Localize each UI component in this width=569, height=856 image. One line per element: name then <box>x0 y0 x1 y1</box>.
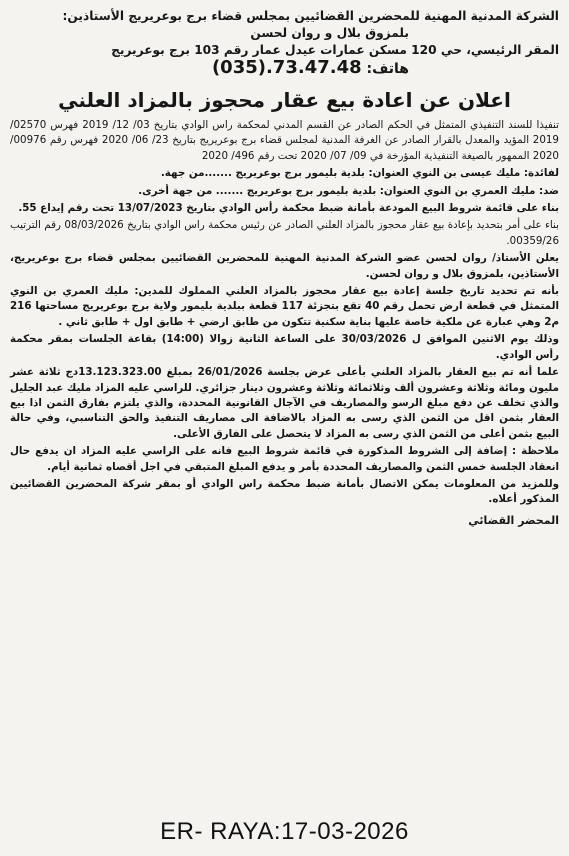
paragraph-property: بأنه تم تحديد تاريخ جلسة إعادة بيع عقار محجوز بالمزاد العلني المملوك للمدين: مليك العمري بن النوي المتمثل في قطعة ارض تحمل رقم 40 تقع بتجزئة 117 قطعة ببلدية بليمور ولاية برج بوعريريج مساحتها 216 م2 وهي عبارة عن ملكية خاصة عليها بناية سكنية تتكون من طابق ارضي + طابق اول + طابق ثاني . <box>10 285 559 328</box>
office-name-line: الشركة المدنية المهنية للمحضرين القضائيين بمجلس قضاء برج بوعريريج الأستاذين: <box>62 9 559 23</box>
paragraph-debtor: ضد: مليك العمري بن النوي العنوان: بلدية بليمور برج بوعريريج ....... من جهة أخرى. <box>138 184 559 197</box>
announcement-title: اعلان عن اعادة بيع عقار محجوز بالمزاد العلني <box>58 88 511 112</box>
paragraph-conditions-list: بناء على قائمة شروط البيع المودعة بأمانة ضبط محكمة رأس الوادي بتاريخ 13/07/2023 تحت رقم إيداع 55. <box>18 202 559 215</box>
paragraph-creditor: لفائدة: مليك عيسى بن النوي العنوان: بلدية بليمور برج بوعريريج .......من جهة. <box>160 167 559 180</box>
paragraph-session-date: وذلك يوم الاثنين الموافق ل 30/03/2026 على الساعة الثانية زوالا (14:00) بقاعة الجلسات بمقر محكمة رأس الوادي. <box>10 333 559 361</box>
phone-number: (035).73.47.48 <box>211 59 362 78</box>
office-phone <box>10 59 559 78</box>
paragraph-contact: وللمزيد من المعلومات يمكن الاتصال بأمانة ضبط محكمة راس الوادي أو بمقر شركة المحضرين القضائيين المذكور أعلاه. <box>10 477 559 506</box>
announcement-body <box>10 118 559 508</box>
signature: المحضر القضائي <box>468 513 559 527</box>
paragraph-note: ملاحظة : إضافة إلى الشروط المذكورة في قائمة شروط البيع فانه على الراسي عليه المزاد ان يدفع حال انعقاد الجلسة خمس الثمن والمصاريف المحددة بأمر و يدفع المبلغ المتبقي في اجل أقصاه ثمانية أيام. <box>10 445 559 473</box>
phone-label: هاتف: <box>366 61 409 77</box>
newspaper-footer: ER- RAYA:17-03-2026 <box>160 818 409 845</box>
office-header <box>10 8 559 78</box>
paragraph-previous-sale: علما أنه تم بيع العقار بالمزاد العلني بأعلى عرض بجلسة 26/01/2026 بمبلغ 13.123.323.00دج ثلاثة عشر مليون ومائة وثلاثة وعشرون ألف وثلاثمائة وثلاثة وعشرون دينار جزائري. للراسي عليه المزاد مليك عبد الجليل والذي تخلف عن دفع مبلغ الرسو والمصاريف في الآجال القانونية المحددة، والذي يلتزم بفارق الثمن اذا بيع العقار بثمن اقل من الثمن الذي رسى به المزاد بالاضافة الى مصاريف التنفيذ والحق التناسبي، وفي حالة البيع بثمن أعلى من الثمن الذي رسى به المزاد لا يتحصل على الفارق الأعلى. <box>10 366 559 440</box>
office-address: المقر الرئيسي، حي 120 مسكن عمارات عيدل عمار رقم 103 برج بوعريريج <box>111 43 559 57</box>
announcement-page <box>10 8 559 818</box>
paragraph-court-order: بناء على أمر بتحديد بإعادة بيع عقار محجوز بالمزاد العلني الصادر عن رئيس محكمة راس الوادي بتاريخ 08/03/2026 رقم الترتيب 00359/26. <box>10 219 559 247</box>
bailiffs-names: بلمزوق بلال و روان لحسن <box>250 26 409 40</box>
paragraph-announcer: يعلن الأستاذ/ روان لحسن عضو الشركة المدنية المهنية للمحضرين القضائيين بمجلس قضاء برج بوعريريج، الأستاذين، بلمزوق بلال و روان لحسن. <box>10 252 559 280</box>
paragraph-enforcement: تنفيذا للسند التنفيذي المتمثل في الحكم الصادر عن القسم المدني لمحكمة راس الوادي بتاريخ 03/ 12/ 2019 فهرس 02570/ 2019 المؤيد والمعدل بالقرار الصادر عن الغرفة المدنية لمجلس قضاء برج بوعريريج بتاريخ 23/ 06/ 2020 فهرس رقم 00976/ 2020 الممهور بالصيغة التنفيذية المؤرخة في 09/ 07/ 2020 تحت رقم 496/ 2020 <box>10 119 560 162</box>
